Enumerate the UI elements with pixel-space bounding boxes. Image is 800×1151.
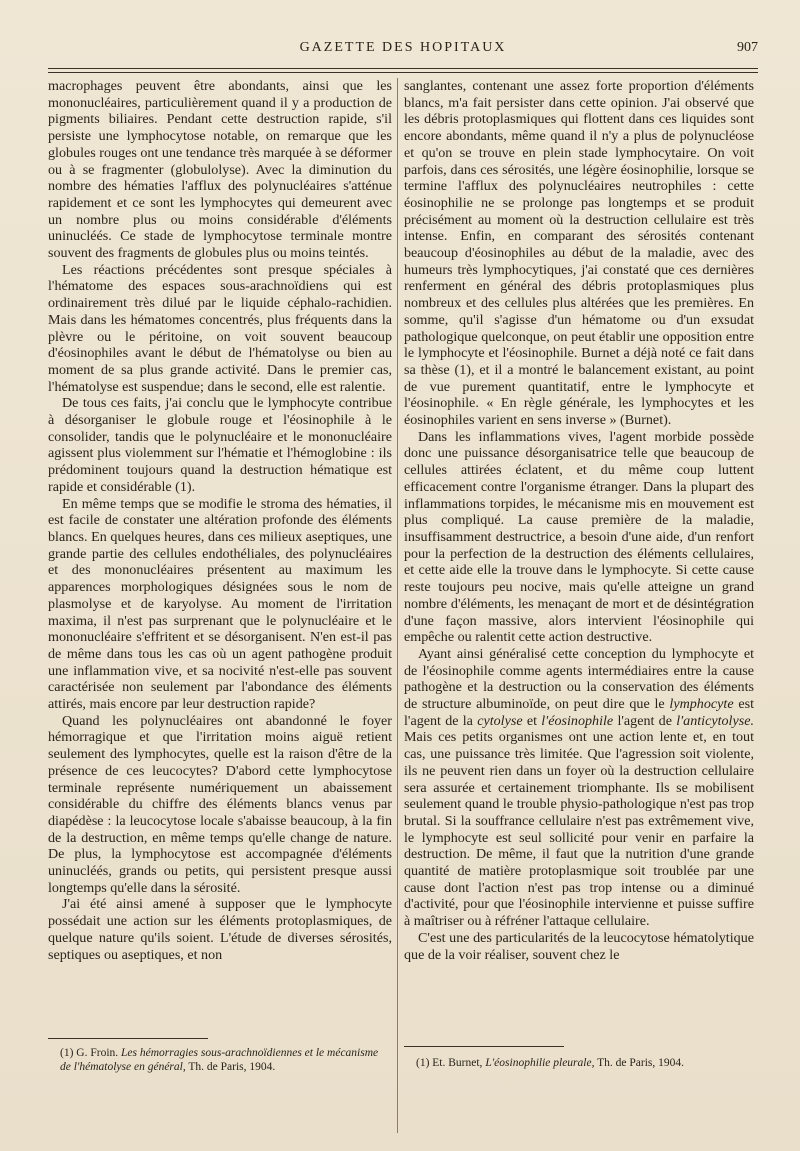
paragraph: De tous ces faits, j'ai conclu que le lymphocyte contribue à désorganiser le globule rouge et l'éosinophile à le consolider, tandis que le polynucléaire et le mononucléaire agissent plus violemment sur l'hématie et l'hémoglobine : ils prédominent toujours quand la destruction hématique est rapide et considérable (1). <box>48 395 392 495</box>
footnote-ref: (1) G. Froin. <box>60 1047 119 1059</box>
left-column <box>48 78 392 963</box>
journal-title: GAZETTE DES HOPITAUX <box>299 40 507 55</box>
footnote-rule <box>48 1038 208 1039</box>
footnote-left <box>60 1046 390 1074</box>
paragraph: Dans les inflammations vives, l'agent morbide possède donc une puissance désorganisatrice telle que beaucoup de cellules attirées éclatent, et du même coup luttent efficacement contre l'organisme étranger. Dans la plupart des inflammations torpides, le mécanisme mis en mouvement est plus compliqué. La cause première de la maladie, insuffisamment destructrice, a besoin d'une aide, d'un renfort pour la perfection de la destruction des éléments cellulaires, et cette aide elle la trouve dans le lymphocyte. Si cette cause reste toujours peu nocive, mais qu'elle atteigne un grand nombre d'éléments, les menaçant de mort et de désintégration d'une façon massive, alors intervient l'éosinophile qui empêche ou ralentit cette action destructive. <box>404 428 754 646</box>
footnote-source: Th. de Paris, 1904. <box>597 1057 685 1069</box>
paragraph-conception: Ayant ainsi généralisé cette conception du lymphocyte et de l'éosinophile comme agents intermédiaires entre la cause pathogène et la destruction ou la conservation des éléments de structure albuminoïde, on peut dire que le lymphocyte est l'agent de la cytolyse et l'éosinophile l'agent de l'anticytolyse. Mais ces petits organismes ont une action lente et, en tout cas, une puissance très limitée. Que l'agression soit violente, ils ne peuvent rien dans un foyer où la destruction cellulaire sera assurée et certainement triomphante. Ils se mobilisent seulement quand le trouble physio-pathologique n'est pas trop brutal. Si la souffrance cellulaire n'est pas extrêmement vive, le lymphocyte est seul sollicité pour venir en parfaire la destruction. De même, il faut que la nutrition d'une grande quantité de matière protoplasmique soit troublée par une cause dont l'action n'est pas trop intense ou a diminué d'activité, pour que l'éosinophile intervienne et puisse suffire à maîtriser ou à réfréner l'attaque cellulaire. <box>404 645 755 930</box>
paragraph: macrophages peuvent être abondants, ainsi que les mononucléaires, particulièrement quand il y a production de pigments biliaires. Pendant cette destruction rapide, s'il persiste une lymphocytose notable, on remarque que les globules rouges ont une tendance très marquée à se déformer ou à se fragmenter (globulolyse). Avec la diminution du nombre des hématies l'afflux des polynucléaires s'atténue rapidement et ce sont les lymphocytes qui demeurent avec un nombre plus ou moins considérable d'éléments uninucléés. Ce stade de lymphocytose terminale montre souvent des fragments de globules plus ou moins teintés. <box>48 78 392 262</box>
header-rule-top <box>48 68 758 69</box>
footnote-source: Th. de Paris, 1904. <box>188 1061 276 1073</box>
page-header <box>48 40 758 60</box>
paragraph: Quand les polynucléaires ont abandonné le foyer hémorragique et que l'irritation moins aiguë retient seulement des lymphocytes, quelle est la raison d'être de la présence de ces leucocytes? D'abord cette lymphocytose terminale représente numériquement un abaissement considérable du chiffre des éléments blancs venus par diapédèse : la leucocytose locale s'abaisse beaucoup, à la fin de la destruction, en même temps qu'elle change de nature. De plus, la lymphocytose est accompagnée d'éléments uninucléés, grands ou petits, qui persistent presque aussi longtemps qu'elle dans la sérosité. <box>48 712 392 896</box>
header-rule-bottom <box>48 72 758 73</box>
paragraph: C'est une des particularités de la leucocytose hématolytique que de la voir réaliser, souvent chez le <box>404 929 754 963</box>
paragraph: Les réactions précédentes sont presque spéciales à l'hématome des espaces sous-arachnoïdiens qui est ordinairement très dilué par le liquide céphalo-rachidien. Mais dans les hématomes concentrés, plus fréquents dans la plèvre ou le péritoine, on voit souvent beaucoup d'éosinophiles avant le début de l'hématolyse ou bien au moment de sa plus grande activité. Dans le premier cas, l'hématolyse est suspendue; dans le second, elle est ralentie. <box>48 261 392 395</box>
footnote-title: Les hémorragies sous-arachnoïdiennes et le mécanisme de l'hématolyse en général, <box>60 1047 379 1073</box>
paragraph: sanglantes, contenant une assez forte proportion d'éléments blancs, m'a fait persister dans cette opinion. J'ai observé que les débris protoplasmiques qui flottent dans ces liquides sont encore abondants, même quand il n'y a plus de polynucléose et qu'on se trouve en plein stade lymphocytaire. On voit parfois, dans ces sérosités, une légère éosinophilie, lorsque se termine l'afflux des polynucléaires neutrophiles : cette éosinophilie ne se prolonge pas longtemps et se produit précisément au moment où la destruction cellulaire est très intense. Enfin, en comparant des sérosités contenant beaucoup d'éosinophiles au début de la maladie, avec des humeurs très lymphocytiques, j'ai constaté que ces dernières renferment en général des débris protoplasmiques plus nombreux et des cellules plus altérées que les premières. En somme, qu'il s'agisse d'un hématome ou d'un exsudat pathologique quelconque, on peut établir une opposition entre le lymphocyte et l'éosinophile. Burnet a déjà noté ce fait dans sa thèse (1), et il a montré le balancement existant, au point de vue purement quantitatif, entre le lymphocyte et l'éosinophile. « En règle générale, les lymphocytes et les éosinophiles varient en sens inverse » (Burnet). <box>404 78 754 429</box>
right-column <box>404 78 754 963</box>
footnote-ref: (1) Et. Burnet, <box>416 1057 483 1069</box>
page-number: 907 <box>737 40 758 55</box>
paragraph: En même temps que se modifie le stroma des hématies, il est facile de constater une altération profonde des éléments blancs. En quelques heures, dans ces milieux aseptiques, une grande partie des cellules endothéliales, des polynucléaires et des mononucléaires présentent au maximum les apparences morphologiques désignées sous le nom de plasmolyse et de karyolyse. Au moment de l'irritation maxima, il n'est pas surprenant que le polynucléaire et le mononucléaire s'effritent et se désorganisent. N'en est-il pas de même dans tous les cas où un agent pathogène produit une inflammation vive, et sa nocivité n'est-elle pas souvent caractérisée non seulement par l'abondance des éléments attirés, mais encore par leur destruction rapide? <box>48 495 392 713</box>
footnote-title: L'éosinophilie pleurale, <box>485 1057 595 1069</box>
column-divider <box>397 78 398 1133</box>
footnote-right <box>416 1056 746 1070</box>
footnote-rule <box>404 1046 564 1047</box>
paragraph: J'ai été ainsi amené à supposer que le lymphocyte possédait une action sur les éléments protoplasmiques, de quelque nature qu'ils soient. L'étude de diverses sérosités, septiques ou aseptiques, et non <box>48 896 392 963</box>
